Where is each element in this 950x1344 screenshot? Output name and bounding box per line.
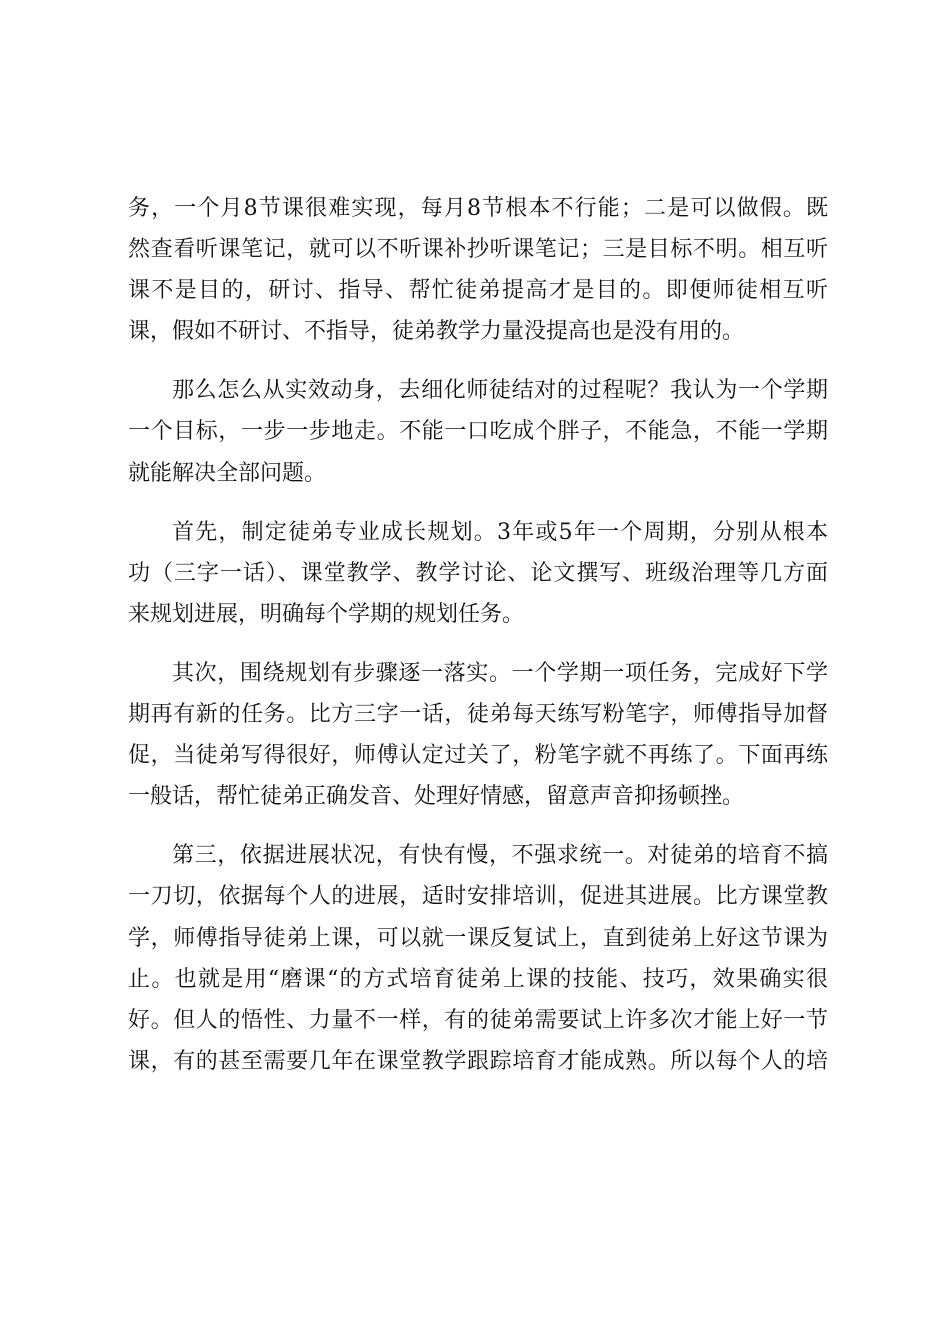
text-line: 其次，围绕规划有步骤逐一落实。一个学期一项任务，完成好下学 bbox=[172, 660, 828, 686]
paragraph bbox=[128, 835, 828, 1082]
paragraph-gap bbox=[128, 635, 828, 653]
text-line: 来规划进展，明确每个学期的规划任务。 bbox=[128, 601, 525, 627]
text-line: 一般话，帮忙徒弟正确发音、处理好情感，留意声音抑扬顿挫。 bbox=[128, 784, 745, 810]
paragraph-gap bbox=[128, 494, 828, 512]
paragraph bbox=[128, 188, 828, 352]
paragraph bbox=[128, 653, 828, 817]
text-line: 止。也就是用“磨课“的方式培育徒弟上课的技能、技巧，效果确实很 bbox=[128, 966, 828, 992]
text-line: 一刀切，依据每个人的进展，适时安排培训，促进其进展。比方课堂教 bbox=[128, 884, 828, 910]
text-line: 一个目标，一步一步地走。不能一口吃成个胖子，不能急，不能一学期 bbox=[128, 419, 828, 445]
text-line: 课，假如不研讨、不指导，徒弟教学力量没提高也是没有用的。 bbox=[128, 319, 745, 345]
text-line: 课，有的甚至需要几年在课堂教学跟踪培育才能成熟。所以每个人的培 bbox=[128, 1048, 828, 1074]
paragraph-gap bbox=[128, 352, 828, 370]
text-line: 第三，依据进展状况，有快有慢，不强求统一。对徒弟的培育不搞 bbox=[172, 843, 828, 869]
paragraph bbox=[128, 370, 828, 493]
text-line: 首先，制定徒弟专业成长规划。3年或5年一个周期，分别从根本 bbox=[172, 519, 828, 545]
text-line: 促，当徒弟写得很好，师傅认定过关了，粉笔字就不再练了。下面再练 bbox=[128, 743, 828, 769]
paragraph bbox=[128, 512, 828, 635]
body-text bbox=[128, 188, 828, 1082]
text-line: 就能解决全部问题。 bbox=[128, 460, 327, 486]
text-line: 期再有新的任务。比方三字一话，徒弟每天练写粉笔字，师傅指导加督 bbox=[128, 702, 828, 728]
text-line: 务，一个月8节课很难实现，每月8节根本不行能；二是可以做假。既 bbox=[128, 196, 828, 221]
text-line: 课不是目的，研讨、指导、帮忙徒弟提高才是目的。即便师徒相互听 bbox=[128, 278, 828, 304]
text-line: 然查看听课笔记，就可以不听课补抄听课笔记；三是目标不明。相互听 bbox=[128, 237, 828, 263]
text-line: 那么怎么从实效动身，去细化师徒结对的过程呢？我认为一个学期 bbox=[172, 378, 828, 404]
text-line: 功（三字一话）、课堂教学、教学讨论、论文撰写、班级治理等几方面 bbox=[128, 560, 828, 586]
paragraph-gap bbox=[128, 817, 828, 835]
text-line: 学，师傅指导徒弟上课，可以就一课反复试上，直到徒弟上好这节课为 bbox=[128, 925, 828, 951]
text-line: 好。但人的悟性、力量不一样，有的徒弟需要试上许多次才能上好一节 bbox=[128, 1007, 828, 1033]
